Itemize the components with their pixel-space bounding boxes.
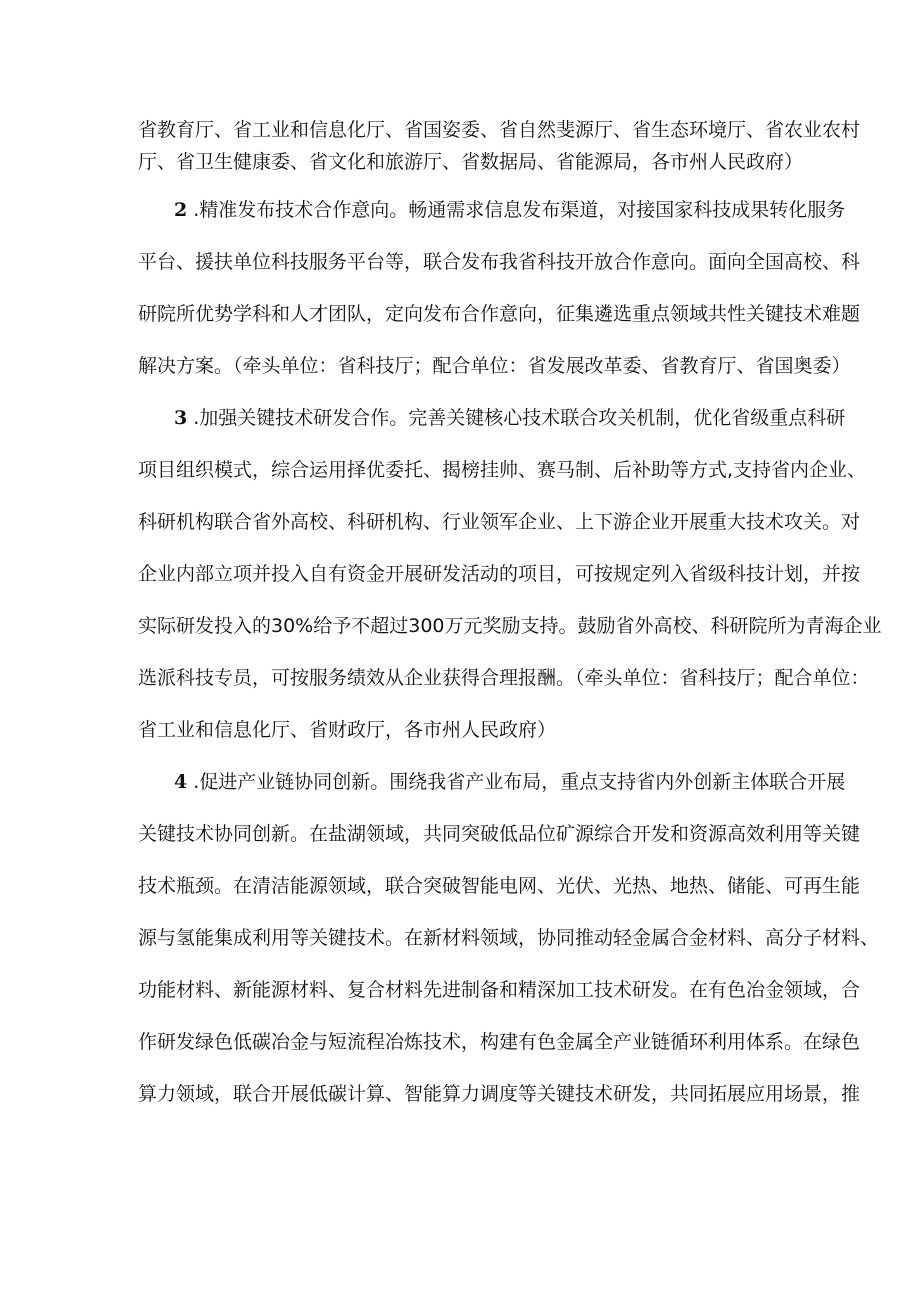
item-number: 4 — [174, 771, 188, 793]
text-line: 企业内部立项并投入自有资金开展研发活动的项目，可按规定列入省级科技计划，并按 — [138, 563, 861, 585]
item-number: 2 — [174, 199, 188, 221]
text-line: 研院所优势学科和人才团队，定向发布合作意向，征集遴选重点领域共性关键技术难题 — [138, 303, 861, 325]
text-line: 项目组织模式，综合运用择优委托、揭榜挂帅、赛马制、后补助等方式,支持省内企业、 — [138, 459, 867, 481]
text-line: 省工业和信息化厅、省财政厅，各市州人民政府） — [138, 719, 557, 741]
text-line: 算力领域，联合开展低碳计算、智能算力调度等关键技术研发，共同拓展应用场景，推 — [138, 1083, 861, 1105]
text-line: 关键技术协同创新。在盐湖领域，共同突破低品位矿源综合开发和资源高效利用等关键 — [138, 823, 861, 845]
text-line: 选派科技专员，可按服务绩效从企业获得合理报酬。（牵头单位：省科技厅；配合单位： — [138, 667, 870, 689]
text-line: 作研发绿色低碳冶金与短流程冶炼技术，构建有色金属全产业链循环利用体系。在绿色 — [138, 1031, 861, 1053]
text-line: 实际研发投入的30%给予不超过300万元奖励支持。鼓励省外高校、科研院所为青海企业 — [138, 615, 882, 637]
text-line: 科研机构联合省外高校、科研机构、行业领军企业、上下游企业开展重大技术攻关。对 — [138, 511, 861, 533]
text-line: 厅、省卫生健康委、省文化和旅游厅、省数据局、省能源局，各市州人民政府） — [138, 151, 804, 173]
text-line: 源与氢能集成利用等关键技术。在新材料领域，协同推动轻金属合金材料、高分子材料、 — [138, 927, 880, 949]
paragraph-2-first-line — [174, 190, 846, 230]
text-line: 功能材料、新能源材料、复合材料先进制备和精深加工技术研发。在有色冶金领域，合 — [138, 979, 861, 1001]
text-line: .精准发布技术合作意向。畅通需求信息发布渠道，对接国家科技成果转化服务 — [193, 199, 846, 221]
text-line: 平台、援扶单位科技服务平台等，联合发布我省科技开放合作意向。面向全国高校、科 — [138, 251, 861, 273]
text-line: .促进产业链协同创新。围绕我省产业布局，重点支持省内外创新主体联合开展 — [193, 771, 846, 793]
text-line: 解决方案。（牵头单位：省科技厅；配合单位：省发展改革委、省教育厅、省国奥委） — [138, 355, 851, 377]
text-line: .加强关键技术研发合作。完善关键核心技术联合攻关机制，优化省级重点科研 — [193, 407, 846, 429]
paragraph-4-first-line — [174, 762, 846, 802]
paragraph-3-first-line — [174, 398, 846, 438]
item-number: 3 — [174, 407, 188, 429]
text-line: 省教育厅、省工业和信息化厅、省国姿委、省自然斐源厅、省生态环境厅、省农业农村 — [138, 119, 861, 141]
text-line: 技术瓶颈。在清洁能源领域，联合突破智能电网、光伏、光热、地热、储能、可再生能 — [138, 875, 861, 897]
